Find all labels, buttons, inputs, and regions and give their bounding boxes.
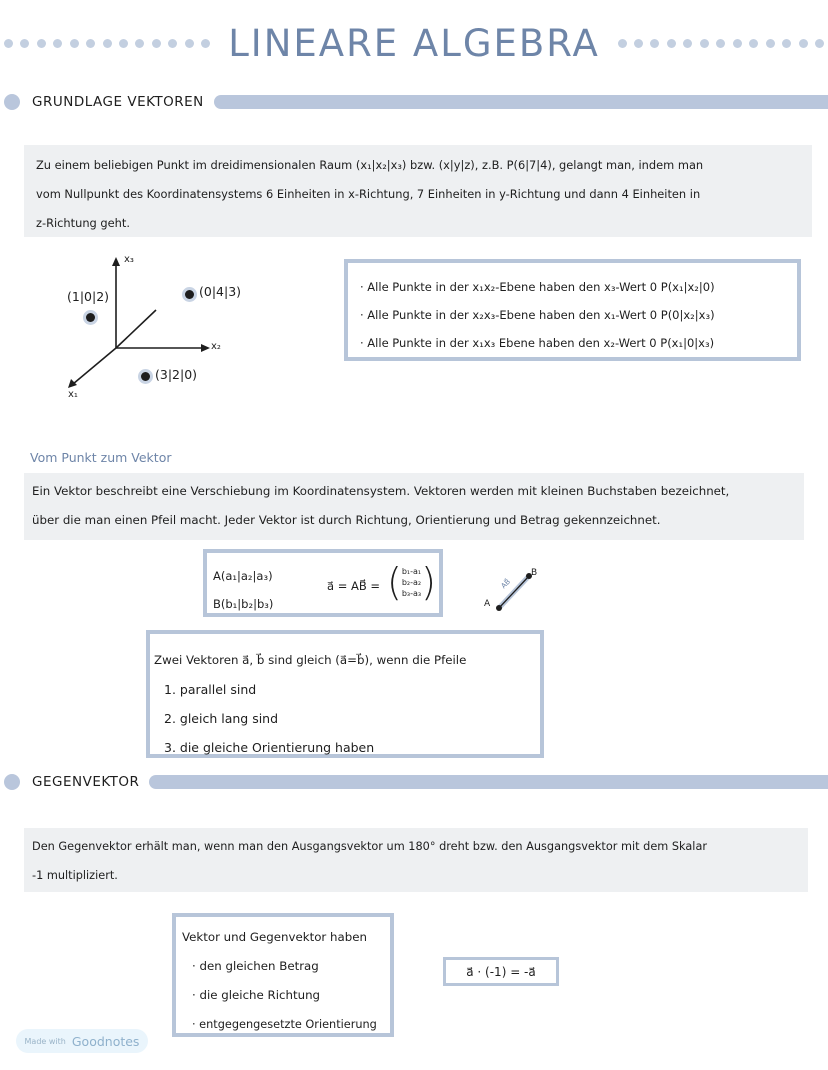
section-heading-label: GEGENVEKTOR	[32, 774, 140, 790]
gegenvektor-formula-box	[443, 957, 559, 986]
gegenvektor-line: Den Gegenvektor erhält man, wenn man den Ausgangsvektor um 180° dreht bzw. den Ausgangsvektor mit dem Skalar	[32, 840, 708, 853]
vector-equality-box	[146, 630, 544, 758]
axis-x1-arrowhead	[68, 379, 77, 388]
point-marker	[185, 290, 194, 299]
plane-item: · Alle Punkte in der x₂x₃-Ebene haben den x₁-Wert 0 P(0|x₂|x₃)	[360, 308, 715, 322]
title-dots-left	[0, 38, 214, 48]
section-bullet	[4, 94, 20, 110]
equality-condition: 2. gleich lang sind	[164, 711, 279, 726]
point-marker	[141, 372, 150, 381]
arrow-label-b: B	[531, 568, 538, 578]
point-label: (3|2|0)	[155, 367, 198, 382]
point-label: (1|0|2)	[67, 289, 110, 304]
section-heading-label: GRUNDLAGE VEKTOREN	[32, 94, 204, 110]
matrix-entry: b₁-a₁	[401, 566, 422, 576]
vector-formula-box	[203, 549, 443, 617]
section-heading-bar	[214, 95, 828, 109]
plane-item: · Alle Punkte in der x₁x₃ Ebene haben den x₂-Wert 0 P(x₁|0|x₃)	[360, 336, 715, 350]
intro-line: Zu einem beliebigen Punkt im dreidimensionalen Raum (x₁|x₂|x₃) bzw. (x|y|z), z.B. P(6|7|4), gelangt man, indem man	[36, 158, 704, 172]
vector-definition-panel	[24, 473, 804, 540]
arrow-label-a: A	[484, 599, 491, 609]
matrix-bracket-right: )	[421, 560, 436, 604]
equality-condition: 3. die gleiche Orientierung haben	[164, 740, 375, 755]
matrix-entry: b₃-a₃	[401, 588, 422, 598]
axis-label-x1: x₁	[68, 389, 78, 400]
coordinate-matrix	[387, 560, 436, 604]
title-dots-right	[614, 38, 828, 48]
point-a-coords: A(a₁|a₂|a₃)	[213, 569, 273, 583]
section-heading-gegenvektor	[0, 771, 828, 793]
badge-brand: Goodnotes	[71, 1033, 140, 1049]
equality-condition: 1. parallel sind	[164, 682, 257, 697]
vector-arrow-diagram	[470, 560, 550, 620]
property-item: · entgegengesetzte Orientierung	[192, 1018, 377, 1031]
planes-box	[344, 259, 801, 361]
matrix-bracket-left: (	[387, 560, 402, 604]
axis-x3-arrowhead	[112, 257, 120, 266]
definition-line: über die man einen Pfeil macht. Jeder Vektor ist durch Richtung, Orientierung und Betrag gekennzeichnet.	[32, 513, 661, 527]
axis-label-x2: x₂	[211, 341, 221, 352]
arrow-label-ab: AB⃗	[499, 577, 513, 591]
gegenvektor-formula: a⃗ · (-1) = -a⃗	[466, 964, 536, 979]
section-heading-grundlage	[0, 91, 828, 113]
matrix-entry: b₂-a₂	[401, 577, 422, 587]
equality-intro: Zwei Vektoren a⃗, b⃗ sind gleich (a⃗=b⃗), wenn die Pfeile	[154, 653, 467, 667]
property-item: · den gleichen Betrag	[192, 959, 319, 973]
gegenvektor-properties-box	[172, 913, 394, 1037]
properties-intro: Vektor und Gegenvektor haben	[182, 930, 367, 944]
axis-x2-arrowhead	[201, 344, 210, 352]
property-item: · die gleiche Richtung	[192, 988, 321, 1002]
axis-x1	[73, 348, 116, 384]
vector-equation: a⃗ = AB⃗ =	[327, 579, 381, 593]
made-with-goodnotes-badge[interactable]	[16, 1029, 148, 1053]
arrow-start-point	[496, 605, 502, 611]
point-b-coords: B(b₁|b₂|b₃)	[213, 597, 274, 611]
section-bullet	[4, 774, 20, 790]
intro-panel	[24, 145, 812, 237]
intro-line: vom Nullpunkt des Koordinatensystems 6 Einheiten in x-Richtung, 7 Einheiten in y-Richtung und dann 4 Einheiten in	[36, 187, 701, 201]
page-title-row	[0, 18, 828, 68]
axis-diagonal	[116, 310, 156, 348]
section-heading-bar	[149, 775, 828, 789]
intro-line: z-Richtung geht.	[36, 216, 130, 230]
badge-made-with: Made with	[24, 1036, 66, 1046]
definition-line: Ein Vektor beschreibt eine Verschiebung im Koordinatensystem. Vektoren werden mit kleinen Buchstaben bezeichnet,	[32, 484, 730, 498]
subheading-vektor: Vom Punkt zum Vektor	[30, 450, 172, 465]
plane-item: · Alle Punkte in der x₁x₂-Ebene haben den x₃-Wert 0 P(x₁|x₂|0)	[360, 280, 715, 294]
point-marker	[86, 313, 95, 322]
gegenvektor-line: -1 multipliziert.	[32, 869, 118, 882]
gegenvektor-panel	[24, 828, 808, 892]
page-title: LINEARE ALGEBRA	[228, 21, 600, 65]
coordinate-system-diagram	[40, 250, 280, 410]
axis-label-x3: x₃	[124, 254, 134, 265]
point-label: (0|4|3)	[199, 284, 242, 299]
